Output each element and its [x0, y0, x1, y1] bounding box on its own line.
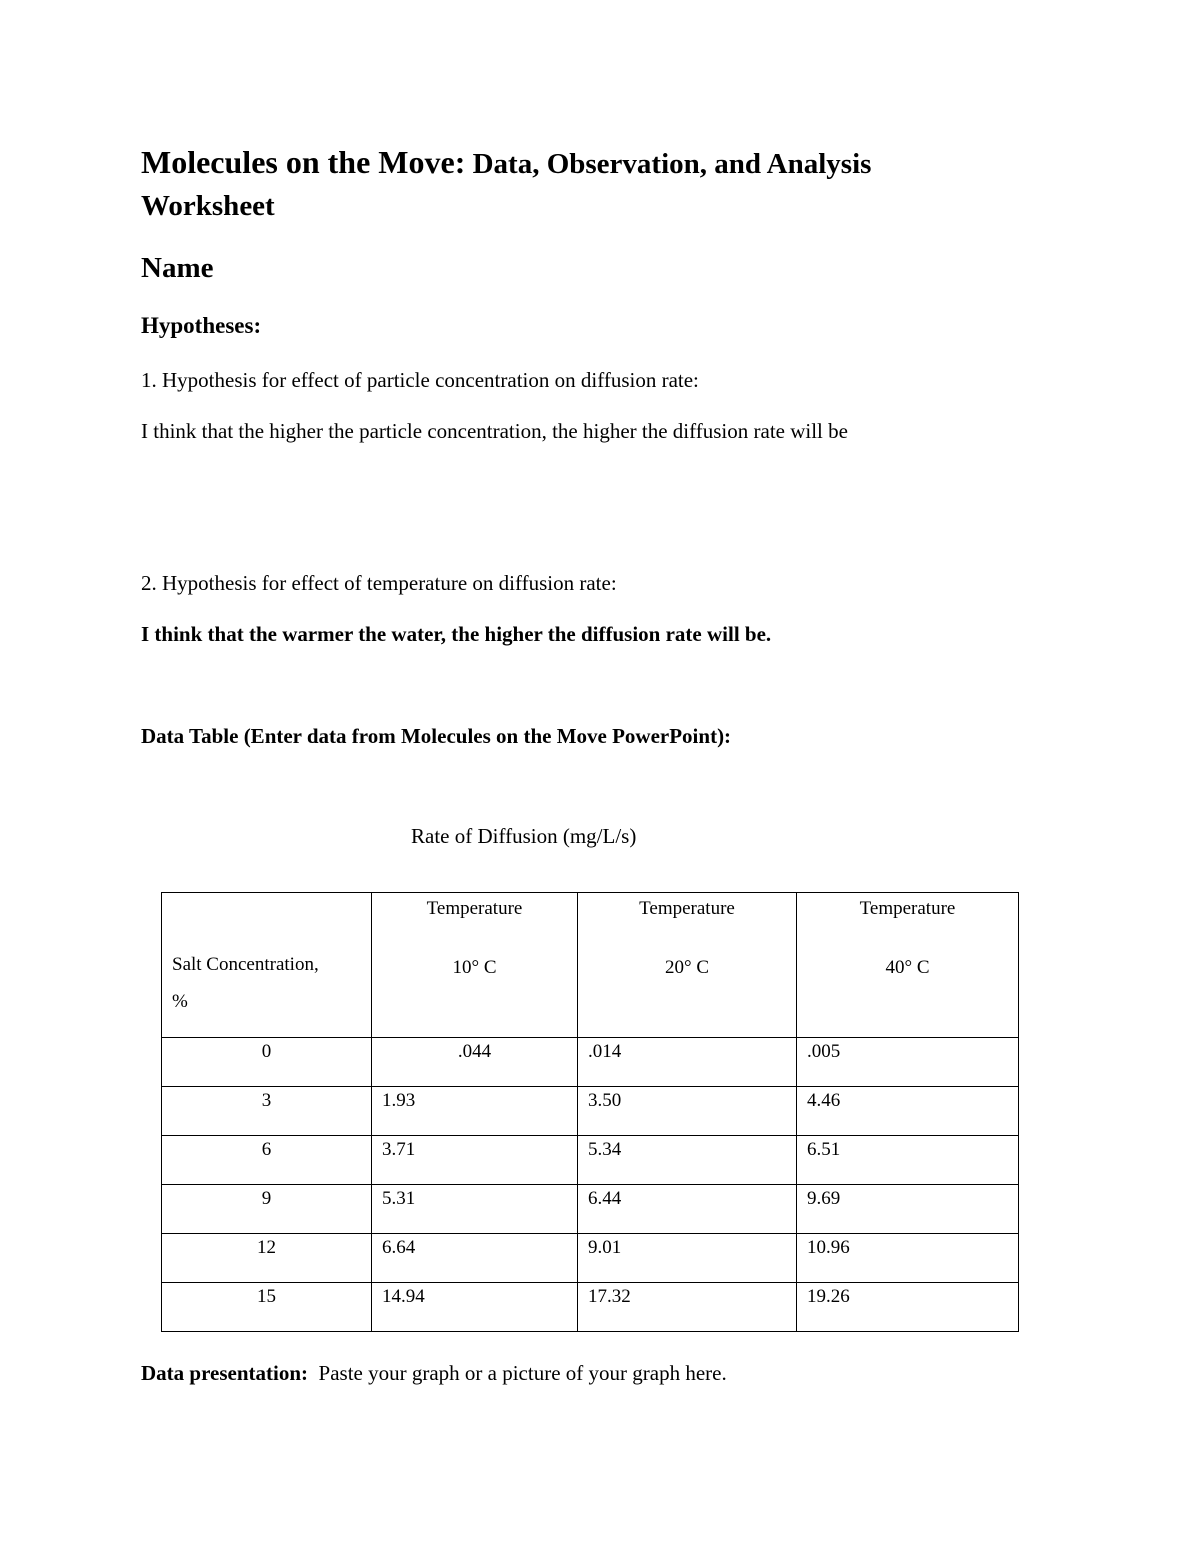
column-header-label: Temperature	[859, 898, 956, 919]
data-presentation	[141, 1359, 727, 1387]
hypothesis-1-answer: I think that the higher the particle concentration, the higher the diffusion rate will be	[141, 419, 848, 443]
row-header-line1: Salt Concentration,	[172, 954, 319, 975]
row-header-cell	[162, 893, 372, 1038]
salt-cell: 15	[162, 1283, 372, 1332]
title-subtitle: Data, Observation, and Analysis	[465, 148, 872, 180]
data-table-heading: Data Table (Enter data from Molecules on the Move PowerPoint):	[141, 724, 732, 748]
value-cell: 5.34	[578, 1136, 797, 1185]
column-header-label: Temperature	[426, 898, 523, 919]
value-cell: 6.44	[578, 1185, 797, 1234]
column-header-value: 10° C	[452, 957, 497, 978]
title-main: Molecules on the Move:	[141, 144, 466, 180]
table-caption: Rate of Diffusion (mg/L/s)	[411, 824, 637, 848]
column-header-value: 40° C	[885, 957, 930, 978]
salt-cell: 6	[162, 1136, 372, 1185]
table-row	[162, 1087, 1019, 1136]
table-row	[162, 1234, 1019, 1283]
value-cell: 10.96	[797, 1234, 1019, 1283]
value-cell: 6.64	[372, 1234, 578, 1283]
value-cell: 1.93	[372, 1087, 578, 1136]
value-cell: .005	[797, 1038, 1019, 1087]
data-presentation-text: Paste your graph or a picture of your graph here.	[318, 1361, 727, 1385]
hypothesis-2-question: 2. Hypothesis for effect of temperature on diffusion rate:	[141, 571, 617, 595]
value-cell: 3.71	[372, 1136, 578, 1185]
data-presentation-label: Data presentation:	[141, 1361, 309, 1385]
value-cell: 4.46	[797, 1087, 1019, 1136]
column-header-value: 20° C	[664, 957, 710, 978]
hypotheses-heading: Hypotheses:	[141, 313, 262, 338]
salt-cell: 0	[162, 1038, 372, 1087]
page-title	[141, 142, 871, 184]
value-cell: 14.94	[372, 1283, 578, 1332]
salt-cell: 3	[162, 1087, 372, 1136]
value-cell: 9.01	[578, 1234, 797, 1283]
value-cell: 3.50	[578, 1087, 797, 1136]
table-row	[162, 1185, 1019, 1234]
column-header-20c	[578, 893, 797, 1038]
value-cell: 5.31	[372, 1185, 578, 1234]
hypothesis-2-answer: I think that the warmer the water, the higher the diffusion rate will be.	[141, 622, 772, 646]
hypothesis-1-question: 1. Hypothesis for effect of particle concentration on diffusion rate:	[141, 368, 699, 392]
salt-cell: 12	[162, 1234, 372, 1283]
table-header-row	[162, 893, 1019, 1038]
value-cell: 19.26	[797, 1283, 1019, 1332]
column-header-10c	[372, 893, 578, 1038]
column-header-label: Temperature	[639, 898, 735, 919]
value-cell: .014	[578, 1038, 797, 1087]
column-header-40c	[797, 893, 1019, 1038]
table-row	[162, 1038, 1019, 1087]
table-row	[162, 1136, 1019, 1185]
diffusion-data-table	[161, 892, 1019, 1332]
table-row	[162, 1283, 1019, 1332]
value-cell: .044	[372, 1038, 578, 1087]
value-cell: 17.32	[578, 1283, 797, 1332]
salt-cell: 9	[162, 1185, 372, 1234]
row-header-line2: %	[172, 991, 188, 1012]
value-cell: 6.51	[797, 1136, 1019, 1185]
name-label: Name	[141, 252, 214, 284]
value-cell: 9.69	[797, 1185, 1019, 1234]
title-subtitle-line2: Worksheet	[141, 190, 275, 222]
